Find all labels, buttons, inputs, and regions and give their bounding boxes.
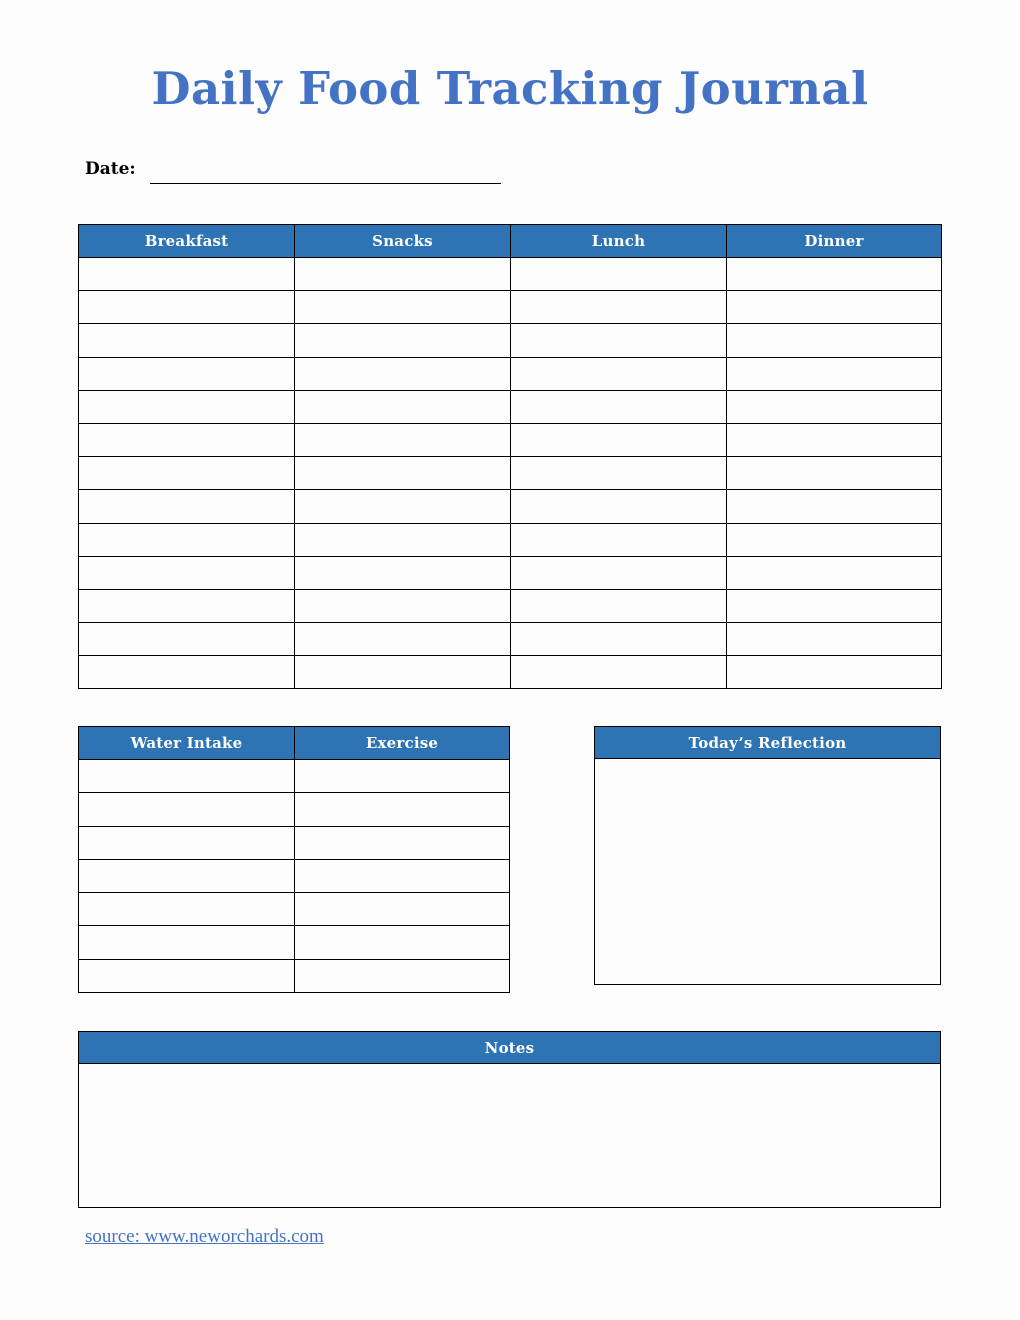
meal-table [78, 224, 941, 689]
water-exercise-row [79, 893, 510, 926]
water-exercise-row [79, 760, 510, 793]
meal-table-cell[interactable] [295, 457, 511, 490]
water-exercise-row [79, 959, 510, 992]
reflection-box [594, 726, 941, 985]
water-exercise-cell[interactable] [295, 826, 510, 859]
meal-table-cell[interactable] [727, 490, 942, 523]
meal-table-cell[interactable] [79, 357, 295, 390]
meal-column-header-snacks: Snacks [295, 225, 511, 258]
meal-table-cell[interactable] [727, 656, 942, 689]
meal-table-cell[interactable] [295, 324, 511, 357]
meal-table-row [79, 423, 942, 456]
meal-table-cell[interactable] [295, 523, 511, 556]
water-exercise-row [79, 926, 510, 959]
meal-table-cell[interactable] [727, 291, 942, 324]
notes-heading: Notes [78, 1031, 941, 1064]
meal-table-cell[interactable] [79, 490, 295, 523]
water-exercise-cell[interactable] [79, 959, 295, 992]
meal-table-cell[interactable] [727, 523, 942, 556]
water-exercise-cell[interactable] [295, 893, 510, 926]
meal-table-cell[interactable] [79, 623, 295, 656]
meal-table-cell[interactable] [79, 291, 295, 324]
meal-table-row [79, 457, 942, 490]
water-exercise-cell[interactable] [79, 826, 295, 859]
notes-box [78, 1031, 941, 1208]
water-exercise-cell[interactable] [79, 893, 295, 926]
meal-table-row [79, 556, 942, 589]
meal-table-row [79, 291, 942, 324]
water-exercise-cell[interactable] [295, 760, 510, 793]
meal-table-cell[interactable] [727, 423, 942, 456]
meal-table-cell[interactable] [511, 457, 727, 490]
meal-table-cell[interactable] [79, 589, 295, 622]
meal-table-row [79, 523, 942, 556]
meal-table-cell[interactable] [511, 589, 727, 622]
meal-table-cell[interactable] [79, 523, 295, 556]
meal-table-cell[interactable] [511, 324, 727, 357]
meal-column-header-dinner: Dinner [727, 225, 942, 258]
meal-table-cell[interactable] [511, 490, 727, 523]
meal-table-cell[interactable] [727, 324, 942, 357]
water-exercise-cell[interactable] [295, 959, 510, 992]
water-exercise-cell[interactable] [79, 760, 295, 793]
meal-table-cell[interactable] [511, 656, 727, 689]
meal-table-row [79, 324, 942, 357]
water-column-header-water-intake: Water Intake [79, 727, 295, 760]
meal-table-cell[interactable] [79, 258, 295, 291]
water-exercise-row [79, 859, 510, 892]
water-exercise-cell[interactable] [295, 859, 510, 892]
water-exercise-cell[interactable] [79, 793, 295, 826]
water-exercise-cell[interactable] [295, 926, 510, 959]
water-exercise-cell[interactable] [79, 859, 295, 892]
meal-table-cell[interactable] [511, 258, 727, 291]
meal-table-cell[interactable] [511, 357, 727, 390]
water-exercise-cell[interactable] [79, 926, 295, 959]
date-input-line[interactable] [150, 183, 501, 184]
meal-table-cell[interactable] [295, 656, 511, 689]
meal-table-cell[interactable] [511, 523, 727, 556]
meal-table-cell[interactable] [727, 623, 942, 656]
meal-table-cell[interactable] [295, 556, 511, 589]
meal-table-cell[interactable] [79, 556, 295, 589]
meal-table-cell[interactable] [727, 556, 942, 589]
meal-table-cell[interactable] [79, 457, 295, 490]
source-link[interactable]: source: www.neworchards.com [85, 1226, 324, 1247]
meal-table-cell[interactable] [79, 390, 295, 423]
meal-table-row [79, 258, 942, 291]
meal-table-row [79, 589, 942, 622]
water-exercise-row [79, 826, 510, 859]
meal-table-header-row [79, 225, 942, 258]
meal-column-header-lunch: Lunch [511, 225, 727, 258]
meal-table-cell[interactable] [727, 258, 942, 291]
meal-table-cell[interactable] [295, 258, 511, 291]
meal-table-row [79, 656, 942, 689]
water-exercise-row [79, 793, 510, 826]
meal-table-cell[interactable] [79, 324, 295, 357]
water-exercise-table [78, 726, 509, 993]
meal-table-cell[interactable] [727, 589, 942, 622]
reflection-textarea[interactable] [594, 759, 941, 985]
water-column-header-exercise: Exercise [295, 727, 510, 760]
meal-table-cell[interactable] [511, 291, 727, 324]
date-label: Date: [85, 159, 136, 179]
meal-table-row [79, 357, 942, 390]
meal-table-cell[interactable] [295, 623, 511, 656]
date-field-row [85, 158, 515, 192]
meal-table-cell[interactable] [295, 357, 511, 390]
meal-table-cell[interactable] [295, 291, 511, 324]
meal-table-cell[interactable] [295, 589, 511, 622]
meal-table-cell[interactable] [511, 390, 727, 423]
meal-table-cell[interactable] [295, 390, 511, 423]
meal-table-row [79, 623, 942, 656]
meal-table-cell[interactable] [511, 556, 727, 589]
meal-table-cell[interactable] [727, 357, 942, 390]
meal-table-cell[interactable] [727, 457, 942, 490]
meal-table-cell[interactable] [511, 423, 727, 456]
meal-table-cell[interactable] [727, 390, 942, 423]
meal-table-row [79, 390, 942, 423]
water-exercise-header-row [79, 727, 510, 760]
notes-textarea[interactable] [78, 1064, 941, 1208]
meal-table-cell[interactable] [79, 423, 295, 456]
reflection-heading: Today’s Reflection [594, 726, 941, 759]
meal-table-cell[interactable] [511, 623, 727, 656]
meal-table-cell[interactable] [79, 656, 295, 689]
meal-column-header-breakfast: Breakfast [79, 225, 295, 258]
meal-table-cell[interactable] [295, 423, 511, 456]
meal-table-cell[interactable] [295, 490, 511, 523]
meal-table-row [79, 490, 942, 523]
water-exercise-cell[interactable] [295, 793, 510, 826]
page-title: Daily Food Tracking Journal [151, 62, 869, 115]
